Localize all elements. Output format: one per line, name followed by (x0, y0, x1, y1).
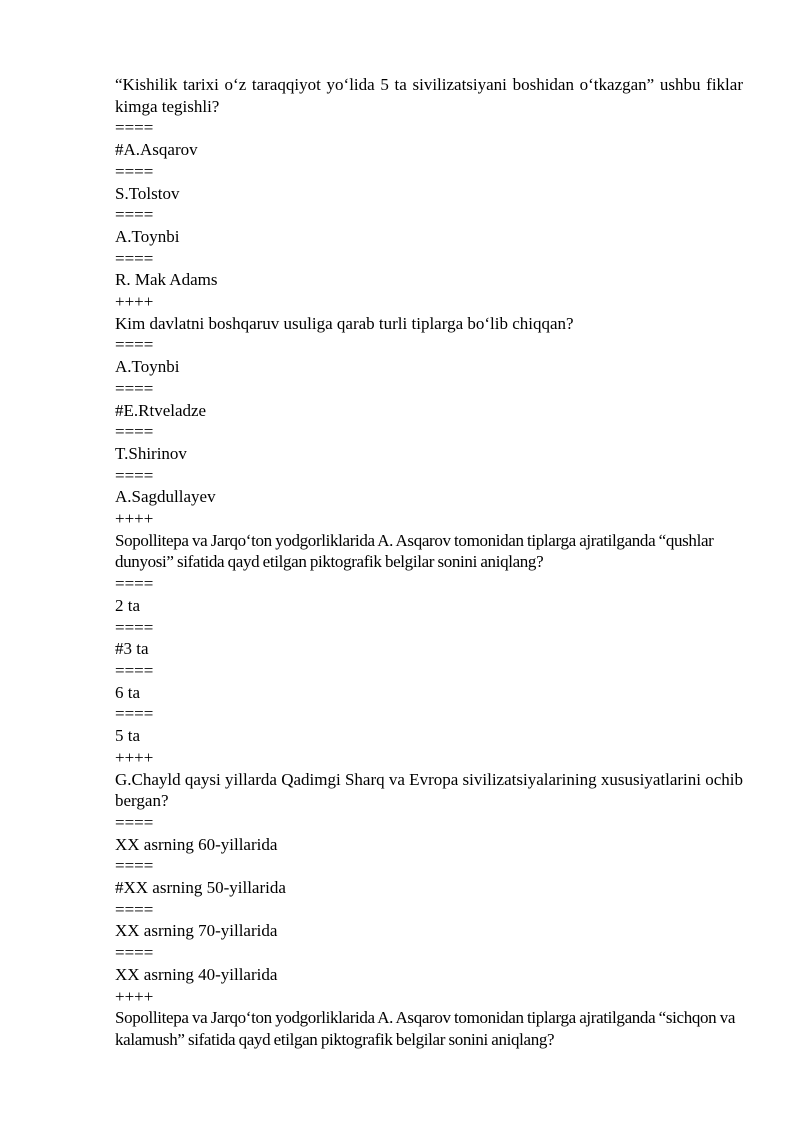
separator: ==== (115, 118, 154, 138)
test-document (115, 74, 743, 1051)
separator: ==== (115, 205, 154, 225)
question-end-marker: ++++ (115, 986, 154, 1006)
separator: ==== (115, 899, 154, 919)
separator: ==== (115, 943, 154, 963)
separator: ==== (115, 660, 154, 680)
separator: ==== (115, 704, 154, 724)
question-text: Kim davlatni boshqaruv usuliga qarab turli tiplarga bo‘lib chiqqan? (115, 313, 574, 333)
separator: ==== (115, 617, 154, 637)
answer-option: #E.Rtveladze (115, 400, 207, 420)
answer-option: #A.Asqarov (115, 140, 198, 160)
separator: ==== (115, 574, 154, 594)
separator: ==== (115, 378, 154, 398)
answer-option: S.Tolstov (115, 183, 180, 203)
question-block (115, 1007, 743, 1050)
question-end-marker: ++++ (115, 747, 154, 767)
answer-option: #XX asrning 50-yillarida (115, 878, 286, 898)
answer-option: 5 ta (115, 726, 141, 746)
separator: ==== (115, 161, 154, 181)
question-text: Sopollitepa va Jarqo‘ton yodgorliklarida A. Asqarov tomonidan tiplarga ajratilganda “sichqon va kalamush” sifatida qayd etilgan piktografik belgilar sonini aniqlang? (115, 1008, 736, 1049)
answer-option: A.Sagdullayev (115, 487, 216, 507)
separator: ==== (115, 856, 154, 876)
question-end-marker: ++++ (115, 509, 154, 529)
answer-option: XX asrning 70-yillarida (115, 921, 278, 941)
answer-option: 2 ta (115, 595, 141, 615)
separator: ==== (115, 812, 154, 832)
separator: ==== (115, 335, 154, 355)
separator: ==== (115, 465, 154, 485)
question-block (115, 530, 743, 769)
question-block (115, 313, 743, 530)
separator: ==== (115, 248, 154, 268)
answer-option: A.Toynbi (115, 357, 180, 377)
answer-option: T.Shirinov (115, 443, 187, 463)
separator: ==== (115, 422, 154, 442)
answer-option: A.Toynbi (115, 226, 180, 246)
question-block (115, 769, 743, 1008)
answer-option: XX asrning 60-yillarida (115, 834, 278, 854)
question-end-marker: ++++ (115, 292, 154, 312)
answer-option: #3 ta (115, 639, 149, 659)
answer-option: R. Mak Adams (115, 270, 218, 290)
answer-option: XX asrning 40-yillarida (115, 964, 278, 984)
question-text: G.Chayld qaysi yillarda Qadimgi Sharq va Evropa sivilizatsiyalarining xususiyatlarini ochib bergan? (115, 769, 743, 811)
answer-option: 6 ta (115, 682, 141, 702)
question-text: Sopollitepa va Jarqo‘ton yodgorliklarida A. Asqarov tomonidan tiplarga ajratilganda “qushlar dunyosi” sifatida qayd etilgan piktografik belgilar sonini aniqlang? (115, 530, 714, 572)
question-block (115, 74, 743, 313)
question-text: “Kishilik tarixi o‘z taraqqiyot yo‘lida 5 ta sivilizatsiyani boshidan o‘tkazgan” ushbu fiklar kimga tegishli? (115, 75, 743, 116)
